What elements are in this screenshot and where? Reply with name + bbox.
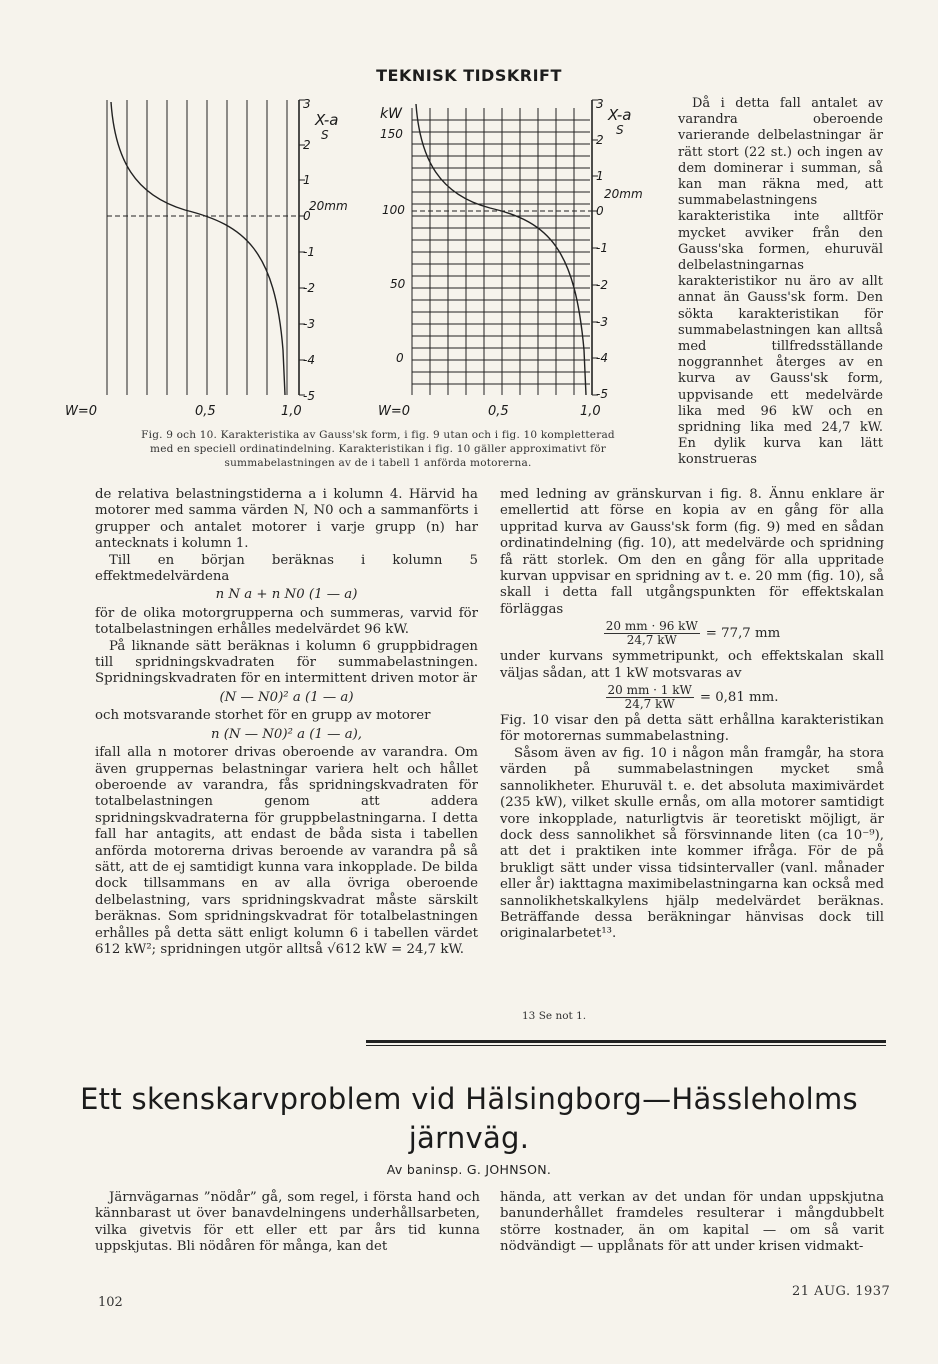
fig9-ytick: -1 (303, 245, 315, 259)
fig10-xtick: W=0 (378, 404, 411, 419)
fig9-ytick: 3 (303, 97, 311, 111)
divider-thin (366, 1045, 886, 1046)
fig10-ytick: 0 (596, 204, 604, 218)
fig10-ytick: -2 (596, 278, 608, 292)
fig9-y-sub: S (321, 128, 329, 142)
divider-thick (366, 1040, 886, 1043)
fig9-y-label: X-a (315, 111, 339, 129)
fig9-scale-label: 20mm (309, 199, 348, 213)
figure-9 (65, 90, 365, 430)
page-number: 102 (98, 1295, 123, 1310)
fig10-ytick: -1 (596, 241, 608, 255)
fig10-scale-label: 20mm (604, 187, 643, 201)
fig10-xtick: 0,5 (488, 404, 509, 419)
article-title-line: järnväg. (408, 1121, 530, 1155)
fraction-denominator: 24,7 kW (626, 633, 677, 648)
fig10-y-sub: S (616, 123, 624, 137)
paragraph: Järnvägarnas ”nödår” gå, som regel, i första hand och kännbarast ut över banavdelningens underhållsarbeten, vilka givetvis för ett eller ett par års tid kunna uppskjutas. Bli nödåren för många, kan det (95, 1190, 480, 1255)
fig10-kw-tick: 50 (390, 277, 406, 291)
fig9-ytick: -5 (303, 389, 315, 403)
fig10-kw-label: kW (380, 106, 402, 122)
fig9-xtick: W=0 (65, 404, 98, 419)
paragraph: På liknande sätt beräknas i kolumn 6 gruppbidragen till spridningskvadraten för summabelastningen. Spridningskvadraten för en intermittent driven motor är (95, 638, 478, 687)
fig10-ytick: -4 (596, 351, 608, 365)
fraction-numerator: 20 mm · 1 kW (607, 683, 692, 698)
paragraph: för de olika motorgrupperna och summeras, varvid för totalbelastningen erhålles medelvärdet 96 kW. (95, 605, 478, 638)
fig10-ytick: -3 (596, 315, 608, 329)
paragraph: under kurvans symmetripunkt, och effektskalan skall väljas sådan, att 1 kW motsvaras av (500, 649, 884, 681)
article-right-column (500, 1190, 884, 1256)
paragraph: Fig. 10 visar den på detta sätt erhållna karakteristikan för motorernas summabelastning. (500, 713, 884, 745)
fraction-result: = 77,7 mm (705, 626, 781, 642)
equation: (N — N0)² a (1 — a) (219, 689, 354, 705)
fraction-result: = 0,81 mm. (699, 690, 779, 706)
fraction-numerator: 20 mm · 96 kW (605, 619, 698, 634)
right-column (500, 487, 884, 943)
paragraph: ifall alla n motorer drivas oberoende av varandra. Om även gruppernas belastningar variera helt och hållet oberoende av varandra, fås spridningskvadraten för totalbelastningen genom att addera spridningskvadraterna för gruppbelastningarna. I detta fall har antagits, att endast de båda sista i tabellen anförda motorerna drivas beroende av varandra på så sätt, att de ej samtidigt kunna vara inkopplade. De bilda dock tillsammans en av alla övriga oberoende delbelastning, vars spridningskvadrat måste särskilt beräknas. Som spridningskvadrat för totalbelastningen erhålles på detta sätt enligt kolumn 6 i tabellen värdet 612 kW²; spridningen utgör alltså √612 kW = 24,7 kW. (95, 745, 478, 957)
footnote: 13 Se not 1. (522, 1010, 587, 1022)
fig10-kw-tick: 100 (382, 203, 405, 217)
fraction-equation-1 (500, 620, 884, 647)
fig9-xtick: 0,5 (195, 404, 216, 419)
article-left-column (95, 1190, 480, 1256)
fig9-ytick: -3 (303, 317, 315, 331)
right-top-column (678, 96, 883, 469)
article-byline: Av baninsp. G. JOHNSON. (386, 1162, 552, 1177)
fraction-denominator: 24,7 kW (624, 697, 675, 712)
fig9-ytick: 2 (303, 138, 311, 152)
paragraph: Då i detta fall antalet av varandra oberoende varierande delbelastningar är rätt stort (22 st.) och ingen av dem dominerar i summan, så kan man räkna med, att summabelastningens karakteristika inte alltför mycket avviker från den Gauss'ska formen, ehuruväl delbelastningarnas karakteristikor nu äro av allt annat än Gauss'sk form. Den sökta karakteristikan för summabelastningen kan alltså med tillfredsställande noggrannhet återges av en kurva av Gauss'sk form, uppvisande ett medelvärde lika med 96 kW och en spridning lika med 24,7 kW. En dylik kurva kan lätt konstrueras (678, 96, 883, 468)
figure-caption (93, 428, 663, 470)
figure-10 (370, 90, 670, 430)
fraction (604, 620, 700, 647)
fig9-ytick: 1 (303, 173, 311, 187)
fig9-ytick: 0 (303, 209, 311, 223)
article-title-line: Ett skenskarvproblem vid Hälsingborg—Hässleholms (80, 1082, 858, 1116)
fig10-y-label: X-a (608, 106, 632, 124)
paragraph: hända, att verkan av det undan för undan uppskjutna banunderhållet framdeles resulterar i mångdubbelt större kostnader, än om kapital — om så varit nödvändigt — upplånats för att under krisen vidmakt- (500, 1190, 884, 1255)
journal-header: TEKNISK TIDSKRIFT (376, 66, 562, 85)
paragraph: Till en början beräknas i kolumn 5 effektmedelvärdena (95, 552, 478, 585)
fig9-ytick: -2 (303, 281, 315, 295)
paragraph: Såsom även av fig. 10 i någon mån framgår, ha stora värden på summabelastningen mycket små sannolikheter. Ehuruväl t. e. det absoluta maximivärdet (235 kW), vilket skulle ernås, om alla motorer samtidigt vore inkopplade, naturligtvis är teoretiskt möjligt, är dock dess sannolikhet så försvinnande liten (ca 10⁻⁹), att det i praktiken inte kommer ifråga. För de på brukligt sätt under vissa tidsintervaller (vanl. månader eller år) iakttagna maximibelastningarna kan också med sannolikhetskalkylens hjälp medelvärdet beräknas. Beträffande dessa beräkningar hänvisas dock till originalarbetet¹³. (500, 745, 884, 942)
fig10-ytick: 1 (596, 169, 604, 183)
fig10-ytick: 2 (596, 133, 604, 147)
fraction (606, 684, 694, 711)
fig10-kw-tick: 0 (396, 351, 404, 365)
issue-date: 21 AUG. 1937 (792, 1284, 891, 1299)
fig9-ytick: -4 (303, 353, 315, 367)
fig10-xtick: 1,0 (580, 404, 601, 419)
equation: n N a + n N0 (1 — a) (215, 587, 358, 603)
paragraph: och motsvarande storhet för en grupp av motorer (95, 708, 431, 724)
paragraph: med ledning av gränskurvan i fig. 8. Ännu enklare är emellertid att förse en kopia av en gång för alla uppritad kurva av Gauss'sk form (fig. 9) med en sådan ordinatindelning (fig. 10), att medelvärde och spridning få rätt storlek. Om den en gång för alla uppritade kurvan uppvisar en spridning av t. e. 20 mm (fig. 10), så skall i detta fall utgångspunkten för effektskalan förläggas (500, 487, 884, 617)
fig10-ytick: 3 (596, 97, 604, 111)
caption-line: Fig. 9 och 10. Karakteristika av Gauss'sk form, i fig. 9 utan och i fig. 10 kompletterad (141, 429, 615, 441)
fig10-kw-tick: 150 (380, 127, 403, 141)
caption-line: summabelastningen av de i tabell 1 anförda motorerna. (224, 457, 532, 469)
left-column (95, 487, 478, 958)
fig10-ytick: -5 (596, 387, 608, 401)
article-title (0, 1080, 938, 1158)
paragraph: de relativa belastningstiderna a i kolumn 4. Härvid ha motorer med samma värden N, N0 och a sammanförts i grupper och antalet motorer i varje grupp (n) har antecknats i kolumn 1. (95, 487, 478, 552)
fraction-equation-2 (500, 684, 884, 711)
fig9-xtick: 1,0 (281, 404, 302, 419)
equation: n (N — N0)² a (1 — a), (210, 726, 363, 742)
caption-line: med en speciell ordinatindelning. Karakteristikan i fig. 10 gäller approximativt för (150, 443, 606, 455)
